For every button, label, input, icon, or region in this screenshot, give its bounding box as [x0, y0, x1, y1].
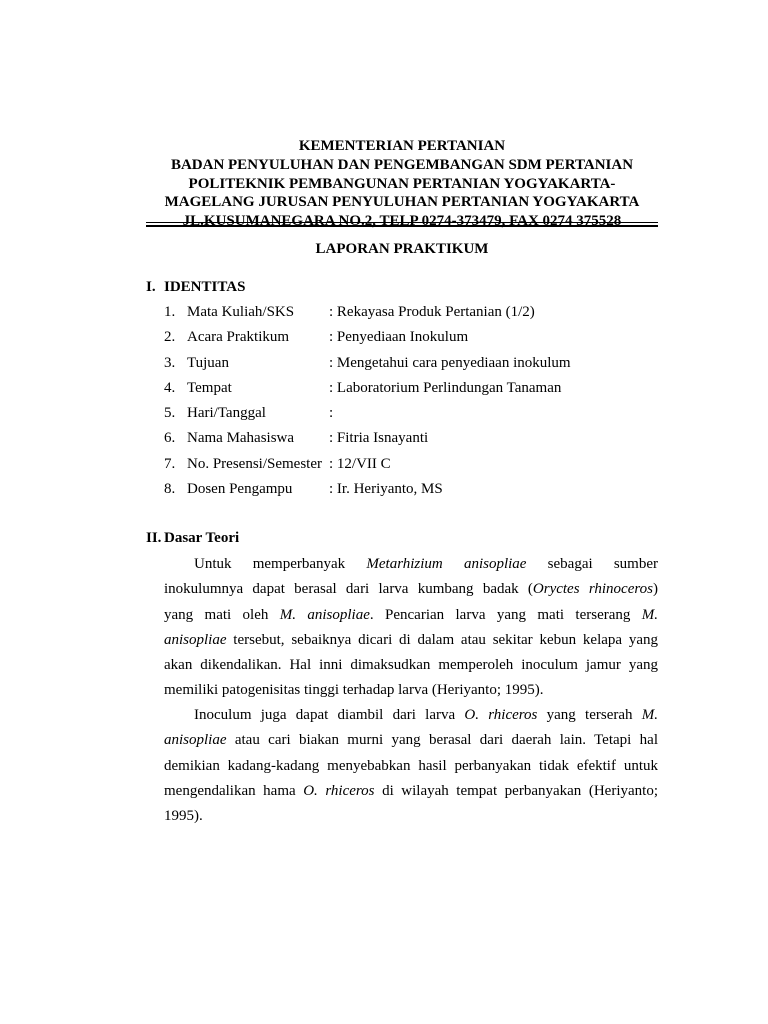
section-number: I. [146, 279, 156, 295]
theory-paragraph-1 [164, 552, 658, 704]
text-line: demikian kadang-kadang menyebabkan hasil perbanyakan tidak efektif untuk [164, 757, 658, 774]
letterhead-divider-thin [146, 222, 658, 223]
identity-row-activity: 2. Acara Praktikum : Penyediaan Inokulum [164, 329, 469, 346]
section-number: II. [146, 530, 162, 546]
text-line: anisopliae tersebut, sebaiknya dicari di dalam atau sekitar kebun kelapa yang [164, 631, 658, 648]
text-line: mengendalikan hama O. rhiceros di wilayah tempat perbanyakan (Heriyanto; [164, 782, 658, 799]
identity-row-place: 4. Tempat : Laboratorium Perlindungan Tanaman [164, 379, 562, 396]
identity-value: : Rekayasa Produk Pertanian (1/2) [329, 304, 535, 320]
identity-label: Acara Praktikum [187, 329, 290, 346]
identity-row-attendance: 7. No. Presensi/Semester : 12/VII C [164, 455, 391, 472]
text-line: 1995). [164, 808, 203, 825]
letterhead [146, 137, 658, 231]
identity-label: Nama Mahasiswa [187, 430, 295, 447]
identity-value: : Ir. Heriyanto, MS [329, 481, 443, 498]
section-title: IDENTITAS [164, 279, 246, 295]
identity-row-course: 1. Mata Kuliah/SKS : Rekayasa Produk Pertanian (1/2) [164, 304, 535, 320]
theory-paragraph-2 [164, 703, 658, 829]
text-line: Inoculum juga dapat diambil dari larva O. rhiceros yang terserah M. [194, 707, 659, 723]
identity-value: : Laboratorium Perlindungan Tanaman [329, 379, 562, 396]
identity-label: Hari/Tanggal [187, 405, 266, 422]
section-title: Dasar Teori [164, 530, 240, 546]
letterhead-divider-thick [146, 225, 658, 227]
text-line: inokulumnya dapat berasal dari larva kumbang badak (Oryctes rhinoceros) [164, 581, 658, 598]
identity-label: Tempat [187, 379, 232, 396]
letterhead-line-address: JL.KUSUMANEGARA NO.2, TELP 0274-373479, FAX 0274 375528 [182, 213, 622, 230]
text-line: yang mati oleh M. anisopliae. Pencarian larva yang mati terserang M. [164, 606, 659, 623]
text-line: memiliki patogenisitas tinggi terhadap larva (Heriyanto; 1995). [164, 682, 544, 699]
text-line: anisopliae atau cari biakan murni yang berasal dari daerah lain. Tetapi hal [164, 732, 658, 749]
letterhead-line-polytechnic: POLITEKNIK PEMBANGUNAN PERTANIAN YOGYAKARTA- [188, 175, 616, 192]
text-line: Untuk memperbanyak Metarhizium anisopliae sebagai sumber [194, 556, 659, 572]
identity-list [164, 302, 664, 504]
identity-row-purpose: 3. Tujuan : Mengetahui cara penyediaan inokulum [164, 354, 571, 371]
identity-value: : [329, 405, 334, 422]
identity-value: : Fitria Isnayanti [329, 430, 429, 447]
identity-label: Mata Kuliah/SKS [187, 304, 295, 320]
report-title: LAPORAN PRAKTIKUM [315, 241, 489, 257]
section-dasar-teori-heading [146, 530, 239, 547]
identity-row-lecturer: 8. Dosen Pengampu : Ir. Heriyanto, MS [164, 481, 443, 498]
letterhead-line-agency: BADAN PENYULUHAN DAN PENGEMBANGAN SDM PERTANIAN [170, 156, 634, 173]
letterhead-line-department: MAGELANG JURUSAN PENYULUHAN PERTANIAN YOGYAKARTA [164, 194, 640, 211]
identity-row-student: 6. Nama Mahasiswa : Fitria Isnayanti [164, 430, 429, 447]
identity-label: Dosen Pengampu [187, 481, 293, 498]
identity-value: : Mengetahui cara penyediaan inokulum [329, 354, 571, 371]
identity-label: Tujuan [187, 354, 229, 371]
text-line: akan dikendalikan. Hal inni dimaksudkan memperoleh inoculum jamur yang [164, 657, 658, 674]
section-identitas-heading [146, 279, 245, 296]
letterhead-line-ministry: KEMENTERIAN PERTANIAN [298, 138, 506, 154]
identity-row-date: 5. Hari/Tanggal : [164, 405, 334, 422]
identity-label: No. Presensi/Semester [187, 455, 322, 472]
identity-value: : Penyediaan Inokulum [329, 329, 469, 346]
identity-value: : 12/VII C [329, 455, 391, 472]
